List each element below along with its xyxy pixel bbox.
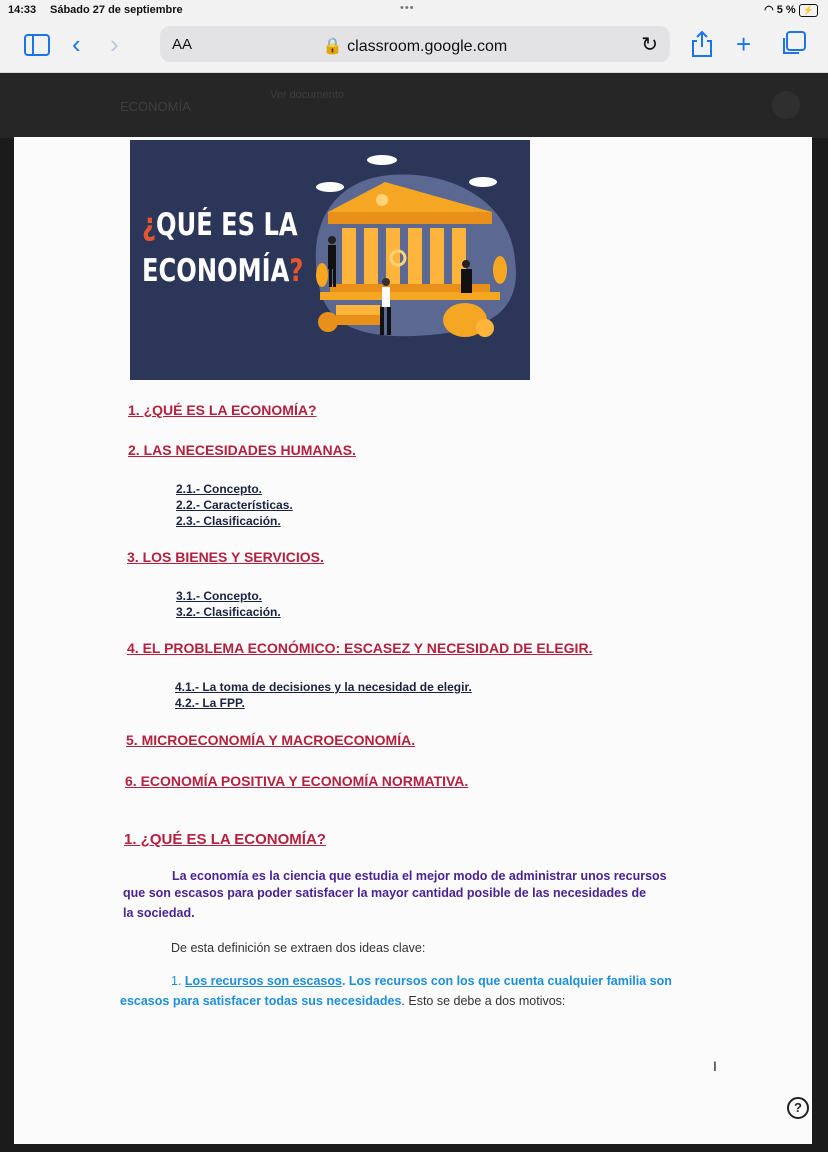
definition-line-3 (123, 904, 195, 922)
status-time: 14:33 (8, 4, 37, 16)
viewer-doc-title: ECONOMÍA (120, 99, 191, 114)
toc-item-5[interactable]: 5. MICROECONOMÍA Y MACROECONOMÍA. (126, 732, 416, 748)
idea-1-line-2 (120, 992, 565, 1010)
new-tab-plus-icon[interactable]: + (736, 29, 752, 59)
definition-text-1: La economía es la ciencia que estudia el mejor modo de administrar unos recursos (172, 869, 667, 883)
idea-1-line-1 (171, 972, 672, 990)
forward-chevron-icon[interactable]: › (110, 29, 119, 59)
hero-title-question-close: ? (289, 253, 304, 289)
help-icon[interactable]: ? (787, 1097, 809, 1119)
viewer-close-icon[interactable] (772, 91, 800, 119)
idea-1-link[interactable]: Los recursos son escasos (184, 974, 342, 988)
idea-1-emphasis: escasos para satisfacer todas sus necesidades (120, 994, 402, 1008)
sidebar-toggle-icon[interactable] (24, 34, 50, 56)
idea-1-text: . Los recursos con los que cuenta cualquier familia son (341, 974, 672, 988)
key-ideas-intro (171, 939, 425, 957)
hero-title-question-open: ¿ (142, 207, 157, 243)
definition-line-2 (123, 884, 646, 902)
toc-subitem-2-2[interactable]: 2.2.- Características. (176, 498, 293, 512)
status-bar (0, 0, 828, 22)
lock-icon: 🔒 (322, 38, 343, 55)
bank-building-illustration (130, 140, 530, 380)
idea-1-rest: . Esto se debe a dos motivos: (401, 994, 566, 1008)
section-1-heading: 1. ¿QUÉ ES LA ECONOMÍA? (124, 831, 326, 848)
battery-percent: 5 % (776, 4, 796, 16)
toc-item-2[interactable]: 2. LAS NECESIDADES HUMANAS. (128, 442, 356, 458)
multitasking-dots-icon[interactable]: ••• (400, 2, 415, 14)
address-bar[interactable] (160, 26, 670, 62)
hero-title-line1: QUÉ ES LA (156, 207, 298, 243)
battery-indicator (764, 3, 818, 17)
toc-item-1[interactable]: 1. ¿QUÉ ES LA ECONOMÍA? (128, 402, 317, 418)
url-text: classroom.google.com (347, 38, 508, 55)
toc-subitem-2-3[interactable]: 2.3.- Clasificación. (176, 514, 281, 528)
idea-1-number: 1. (171, 974, 182, 988)
viewer-header (0, 73, 828, 138)
wifi-icon: ◠ (764, 4, 774, 16)
text-cursor-icon: I (713, 1058, 717, 1074)
toc-subitem-3-1[interactable]: 3.1.- Concepto. (176, 589, 263, 603)
url-display[interactable] (160, 36, 670, 56)
toc-item-4[interactable]: 4. EL PROBLEMA ECONÓMICO: ESCASEZ Y NECESIDAD DE ELEGIR. (127, 640, 593, 656)
reload-icon[interactable]: ↻ (641, 34, 658, 56)
reader-text-size-button[interactable]: AA (172, 36, 193, 53)
definition-text-2: que son escasos para poder satisfacer la mayor cantidad posible de las necesidades de (123, 886, 647, 900)
toc-subitem-2-1[interactable]: 2.1.- Concepto. (176, 482, 263, 496)
toc-subitem-3-2[interactable]: 3.2.- Clasificación. (176, 605, 281, 619)
toc-item-3[interactable]: 3. LOS BIENES Y SERVICIOS. (127, 549, 324, 565)
share-icon[interactable] (690, 30, 714, 58)
battery-icon: ⚡ (799, 4, 818, 17)
hero-illustration (130, 140, 530, 380)
browser-toolbar (0, 22, 828, 73)
key-ideas-text: De esta definición se extraen dos ideas clave: (171, 941, 426, 955)
back-chevron-icon[interactable]: ‹ (72, 29, 81, 59)
viewer-doc-subtitle: Ver documento (270, 89, 344, 101)
definition-text-3: la sociedad. (123, 906, 195, 920)
toc-subitem-4-2[interactable]: 4.2.- La FPP. (175, 696, 245, 710)
definition-line-1 (172, 867, 667, 885)
tabs-overview-icon[interactable] (780, 31, 806, 57)
hero-title-line2: ECONOMÍA (142, 253, 290, 289)
toc-subitem-4-1[interactable]: 4.1.- La toma de decisiones y la necesidad de elegir. (175, 680, 472, 694)
status-date: Sábado 27 de septiembre (50, 4, 183, 16)
toc-item-6[interactable]: 6. ECONOMÍA POSITIVA Y ECONOMÍA NORMATIVA. (125, 773, 469, 789)
